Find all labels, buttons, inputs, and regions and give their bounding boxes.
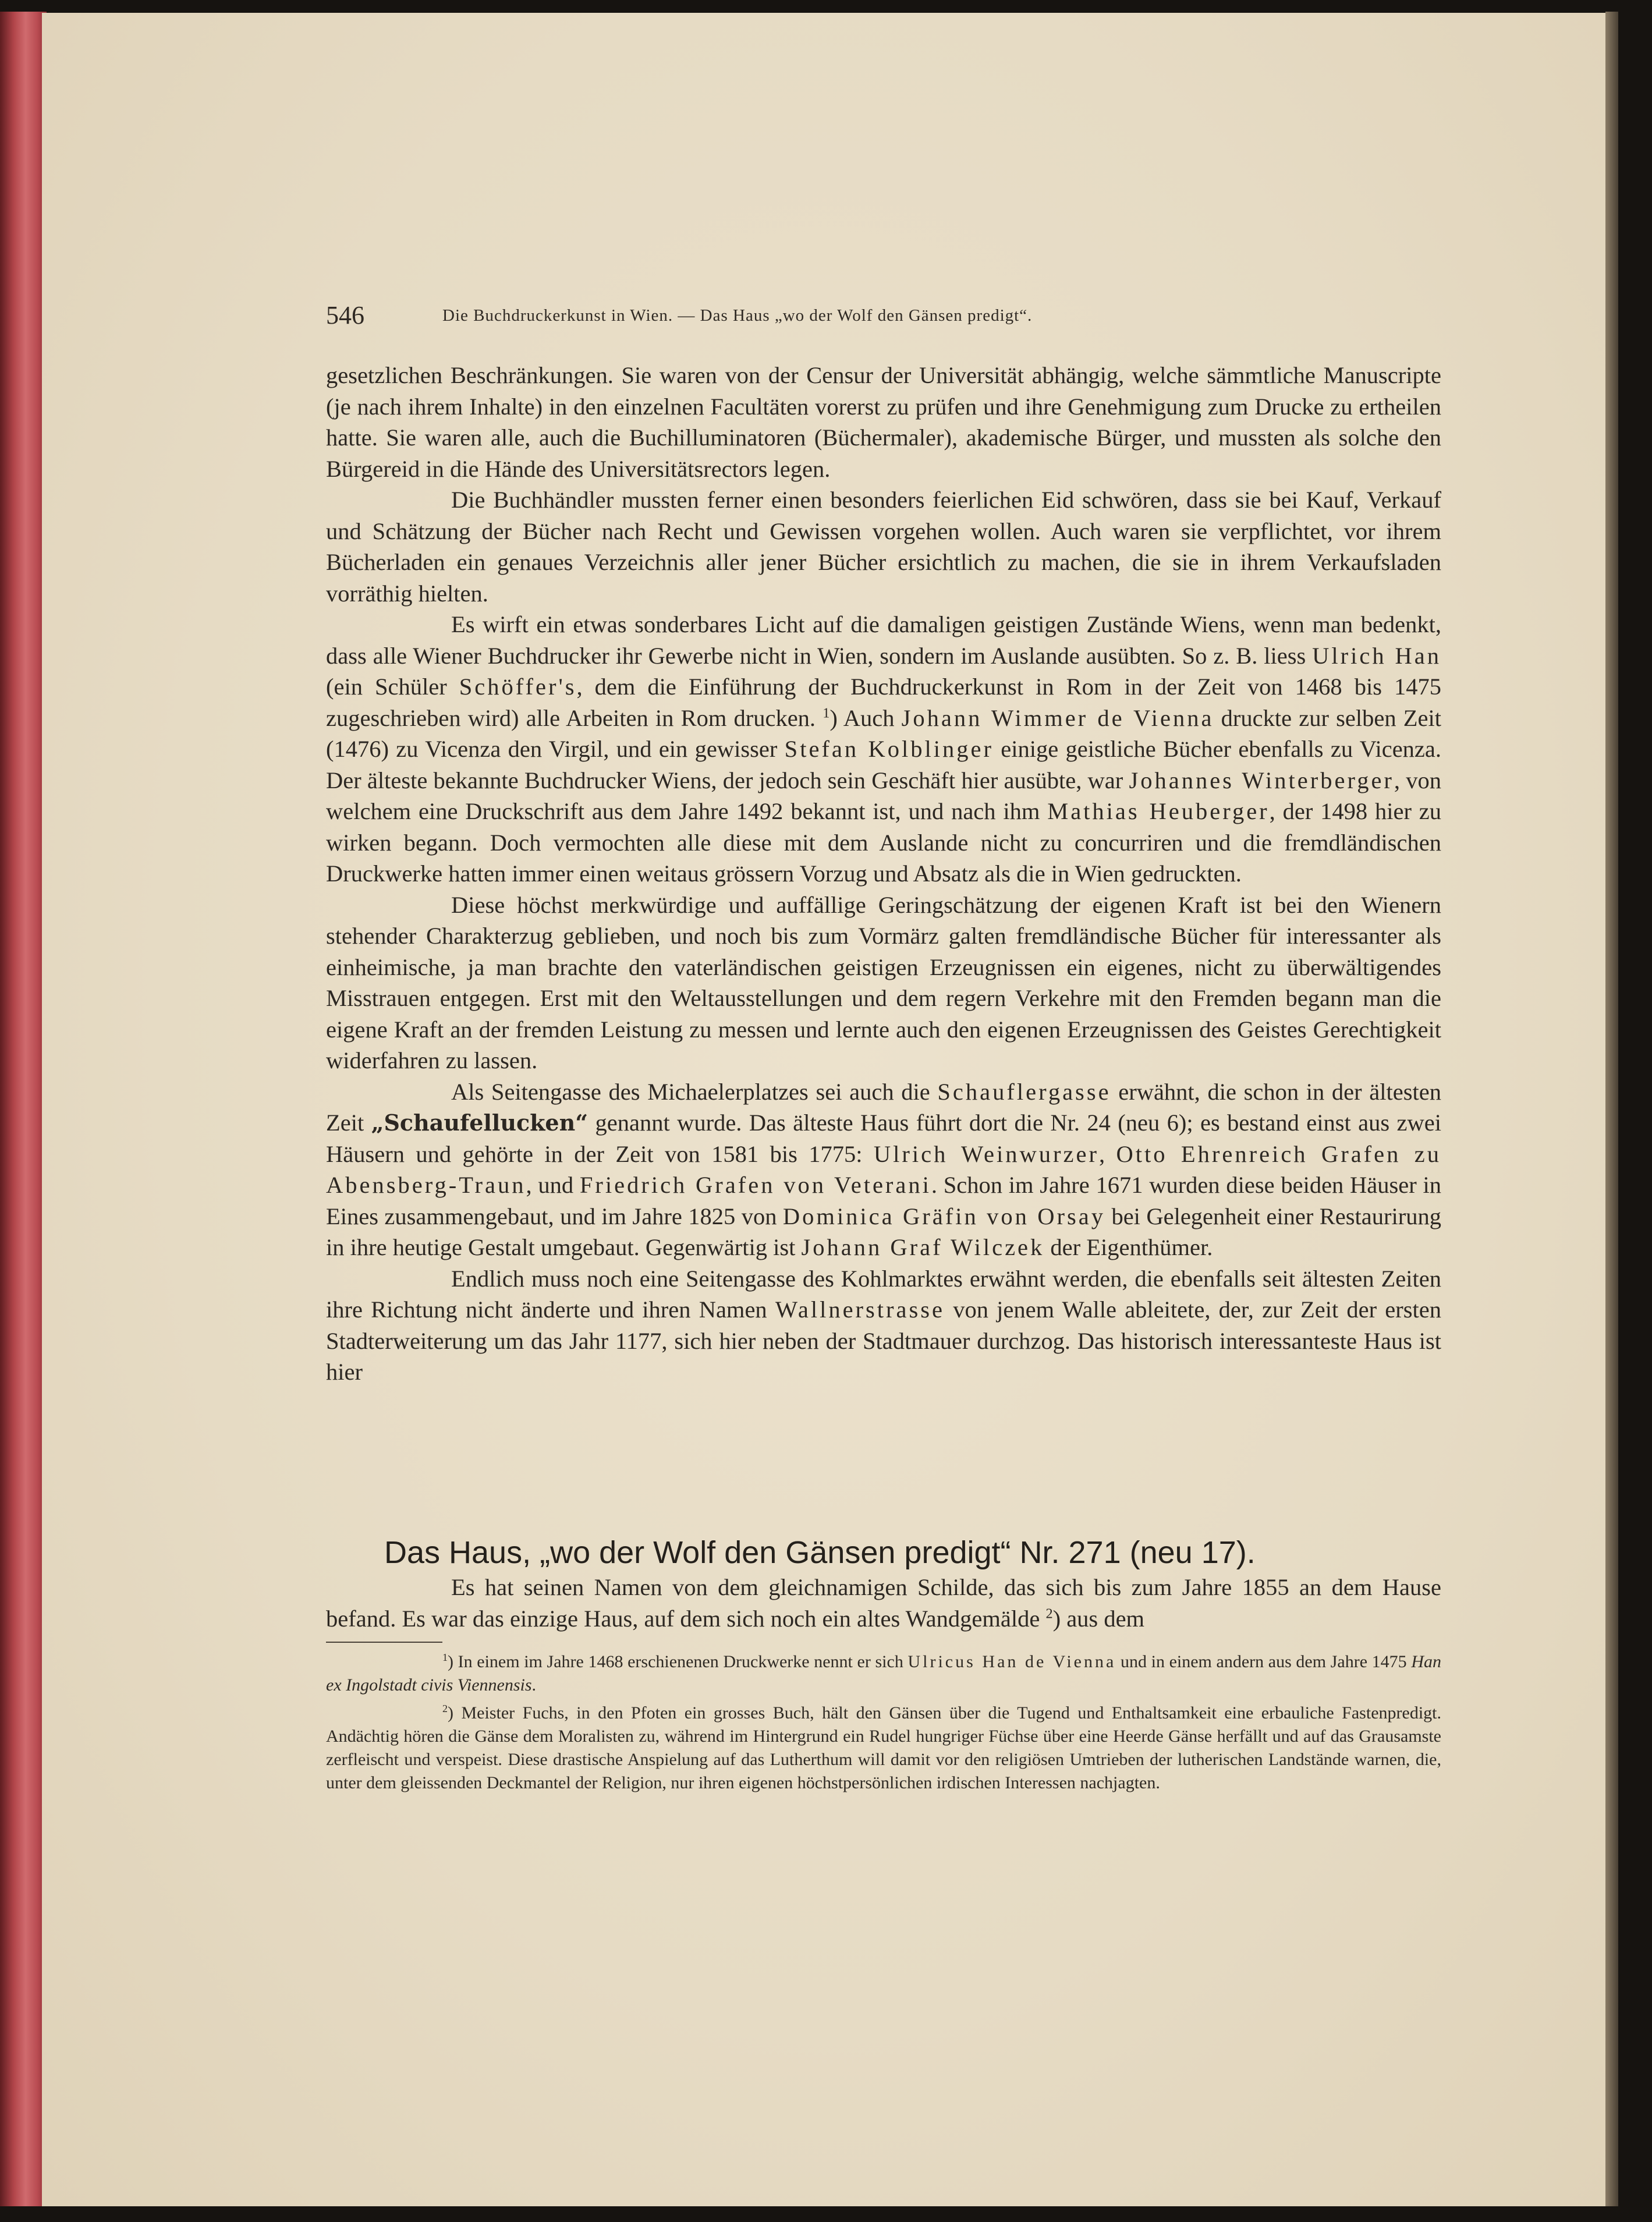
text-run: Es wirft ein etwas sonderbares Licht auf die damaligen geistigen Zustände Wiens, wenn man bedenkt, dass alle Wiener Buchdrucker ihr Gewerbe nicht in Wien, sondern im Auslande ausübten. So z. B. liess xyxy=(326,611,1441,669)
footnote-mark: 2 xyxy=(442,1703,448,1714)
text-run: Es hat seinen Namen von dem gleichnamigen Schilde, das sich bis zum Jahre 1855 an dem Hause befand. Es war das einzige Haus, auf dem sich noch ein altes Wandgemälde xyxy=(326,1574,1441,1632)
person-name: Ulricus Han de Vienna xyxy=(907,1652,1116,1671)
person-name: Mathias Heuberger xyxy=(1047,798,1270,824)
paragraph: Die Buchhändler mussten ferner einen besonders feierlichen Eid schwören, dass sie bei Kauf, Verkauf und Schätzung der Bücher nach Recht und Gewissen vorgehen wollen. Auch waren sie verpflichtet, vor ihrem Bücherladen ein genaues Verzeichnis aller jener Bücher ersichtlich zu machen, die sie in ihrem Verkaufsladen vorräthig hielten. xyxy=(326,487,1441,607)
text-run: ) Meister Fuchs, in den Pfoten ein grosses Buch, hält den Gänsen über die Tugend und Enthaltsamkeit eine erbauliche Fastenpredigt. Andächtig hören die Gänse dem Moralisten zu, während im Hintergrund ein Rudel hungriger Füchse über eine Heerde Gänse herfällt und auf das Grausamste zerfleischt und verspeist. Diese drastische Anspielung auf das Lutherthum will damit vor den religiösen Umtrieben der lutherischen Landstände warnen, die, unter dem gleissenden Deckmantel der Religion, nur ihren eigenen höchstpersönlichen irdischen Interessen nachjagten. xyxy=(326,1703,1441,1792)
text-run: bei Gelegenheit einer Restaurirung in ihre heutige Gestalt umgebaut. Gegenwärtig ist xyxy=(326,1203,1441,1260)
section-text xyxy=(326,1572,1441,1634)
person-name: Ulrich Han xyxy=(1312,642,1441,669)
text-run: ) Auch xyxy=(829,704,902,731)
person-name: Dominica Gräfin von Orsay xyxy=(782,1203,1106,1229)
main-text xyxy=(326,360,1441,1388)
text-run: ) aus dem xyxy=(1052,1605,1145,1632)
text-run: (ein Schüler xyxy=(326,674,459,700)
fraktur-term: „Schaufellucken“ xyxy=(371,1110,589,1136)
person-name: Otto Ehrenreich Grafen zu Abensberg-Traun xyxy=(326,1140,1442,1198)
paragraph: Diese höchst merkwürdige und auffällige Geringschätzung der eigenen Kraft ist bei den Wienern stehender Charakterzug geblieben, und noch bis zum Vormärz galten fremdländische Bücher für interessanter als einheimische, ja man brachte den vaterländischen geistigen Erzeugnissen ein eigenes, nicht zu überwältigendes Misstrauen entgegen. Erst mit den Weltausstellungen und dem regern Verkehre mit den Fremden begann man die eigene Kraft an der fremden Leistung zu messen und lernte auch den eigenen Erzeugnissen des Geistes Gerechtigkeit widerfahren zu lassen. xyxy=(326,891,1441,1073)
section-heading: Das Haus, „wo der Wolf den Gänsen predigt“ Nr. 271 (neu 17). xyxy=(384,1535,1256,1570)
text-run: erwähnt, die schon in der ältesten Zeit xyxy=(326,1078,1441,1136)
paragraph xyxy=(326,609,1441,889)
person-name: Johann Graf Wilczek xyxy=(801,1234,1045,1260)
paragraph: gesetzlichen Beschränkungen. Sie waren von der Censur der Universität abhängig, welche sämmtliche Manuscripte (je nach ihrem Inhalte) in den einzelnen Facultäten vorerst zu prüfen und ihre Genehmigung zum Drucke zu ertheilen hatte. Sie waren alle, auch die Buchilluminatoren (Büchermaler), akademische Bürger, und mussten als solche den Bürgereid in die Hände des Universitätsrectors legen. xyxy=(326,362,1441,482)
person-name: Johann Wimmer de Vienna xyxy=(901,704,1214,731)
person-name: Johannes Winterberger xyxy=(1129,767,1394,793)
text-run: . xyxy=(531,1675,537,1695)
paragraph xyxy=(326,1572,1441,1634)
street-name: Schauflergasse xyxy=(937,1078,1111,1105)
page-header xyxy=(326,300,1432,335)
paragraph xyxy=(326,1076,1441,1263)
text-run: , der 1498 hier zu wirken begann. Doch vermochten alle diese mit dem Auslande nicht zu concurriren und die fremdländischen Druckwerke hatten immer einen weitaus grössern Vorzug und Absatz als die in Wien gedruckten. xyxy=(326,798,1442,887)
text-run: genannt wurde. Das älteste Haus führt dort die Nr. 24 (neu 6); es bestand einst aus zwei Häusern und gehörte in der Zeit von 1581 bis 1775: xyxy=(326,1110,1441,1167)
text-run: ) In einem im Jahre 1468 erschienenen Druckwerke nennt er sich xyxy=(448,1652,908,1671)
book-edge-left xyxy=(0,12,47,2206)
text-run: , von welchem eine Druckschrift aus dem Jahre 1492 bekannt ist, und nach ihm xyxy=(326,767,1441,824)
person-name: Stefan Kolblinger xyxy=(784,736,994,762)
footnote-ref: 1 xyxy=(823,705,830,721)
text-run: der Eigenthümer. xyxy=(1044,1234,1213,1260)
footnote xyxy=(326,1650,1441,1697)
latin-citation: Han ex Ingolstadt civis Viennensis xyxy=(326,1652,1441,1695)
footnote-mark: 1 xyxy=(442,1652,448,1663)
person-name: Schöffer's xyxy=(459,674,577,700)
text-run: druckte zur selben Zeit (1476) zu Vicenza den Virgil, und ein gewisser xyxy=(326,704,1441,762)
text-run: Endlich muss noch eine Seitengasse des Kohlmarktes erwähnt werden, die ebenfalls seit ältesten Zeiten ihre Richtung nicht änderte und ihren Namen xyxy=(326,1265,1441,1323)
footnote xyxy=(326,1702,1441,1795)
person-name: Ulrich Weinwurzer xyxy=(873,1140,1099,1167)
footnote-ref: 2 xyxy=(1045,1606,1053,1621)
text-run: . Schon im Jahre 1671 wurden diese beiden Häuser in Eines zusammengebaut, und im Jahre 1825 von xyxy=(326,1172,1441,1229)
person-name: Friedrich Grafen von Veterani xyxy=(579,1172,931,1198)
text-run: , und xyxy=(526,1172,580,1198)
paragraph xyxy=(326,1263,1441,1388)
text-run: einige geistliche Bücher ebenfalls zu Vicenza. Der älteste bekannte Buchdrucker Wiens, der jedoch sein Geschäft hier ausübte, war xyxy=(326,736,1442,793)
text-run: , xyxy=(1098,1140,1116,1167)
book-edge-right xyxy=(1605,12,1618,2206)
text-run: , dem die Einführung der Buchdruckerkunst in Rom in der Zeit von 1468 bis 1475 zugeschrieben wird) alle Arbeiten in Rom drucken. xyxy=(326,674,1441,731)
footnotes xyxy=(326,1650,1441,1799)
text-run: und in einem andern aus dem Jahre 1475 xyxy=(1116,1652,1412,1671)
street-name: Wallnerstrasse xyxy=(775,1296,945,1323)
text-run: von jenem Walle ableitete, der, zur Zeit der ersten Stadterweiterung um das Jahr 1177, sich hier neben der Stadtmauer durchzog. Das historisch interessanteste Haus ist hier xyxy=(326,1296,1441,1385)
footnote-divider xyxy=(326,1642,442,1643)
running-title: Die Buchdruckerkunst in Wien. — Das Haus „wo der Wolf den Gänsen predigt“. xyxy=(442,306,1033,325)
text-run: Als Seitengasse des Michaelerplatzes sei auch die xyxy=(451,1078,938,1105)
page-number: 546 xyxy=(326,301,364,329)
